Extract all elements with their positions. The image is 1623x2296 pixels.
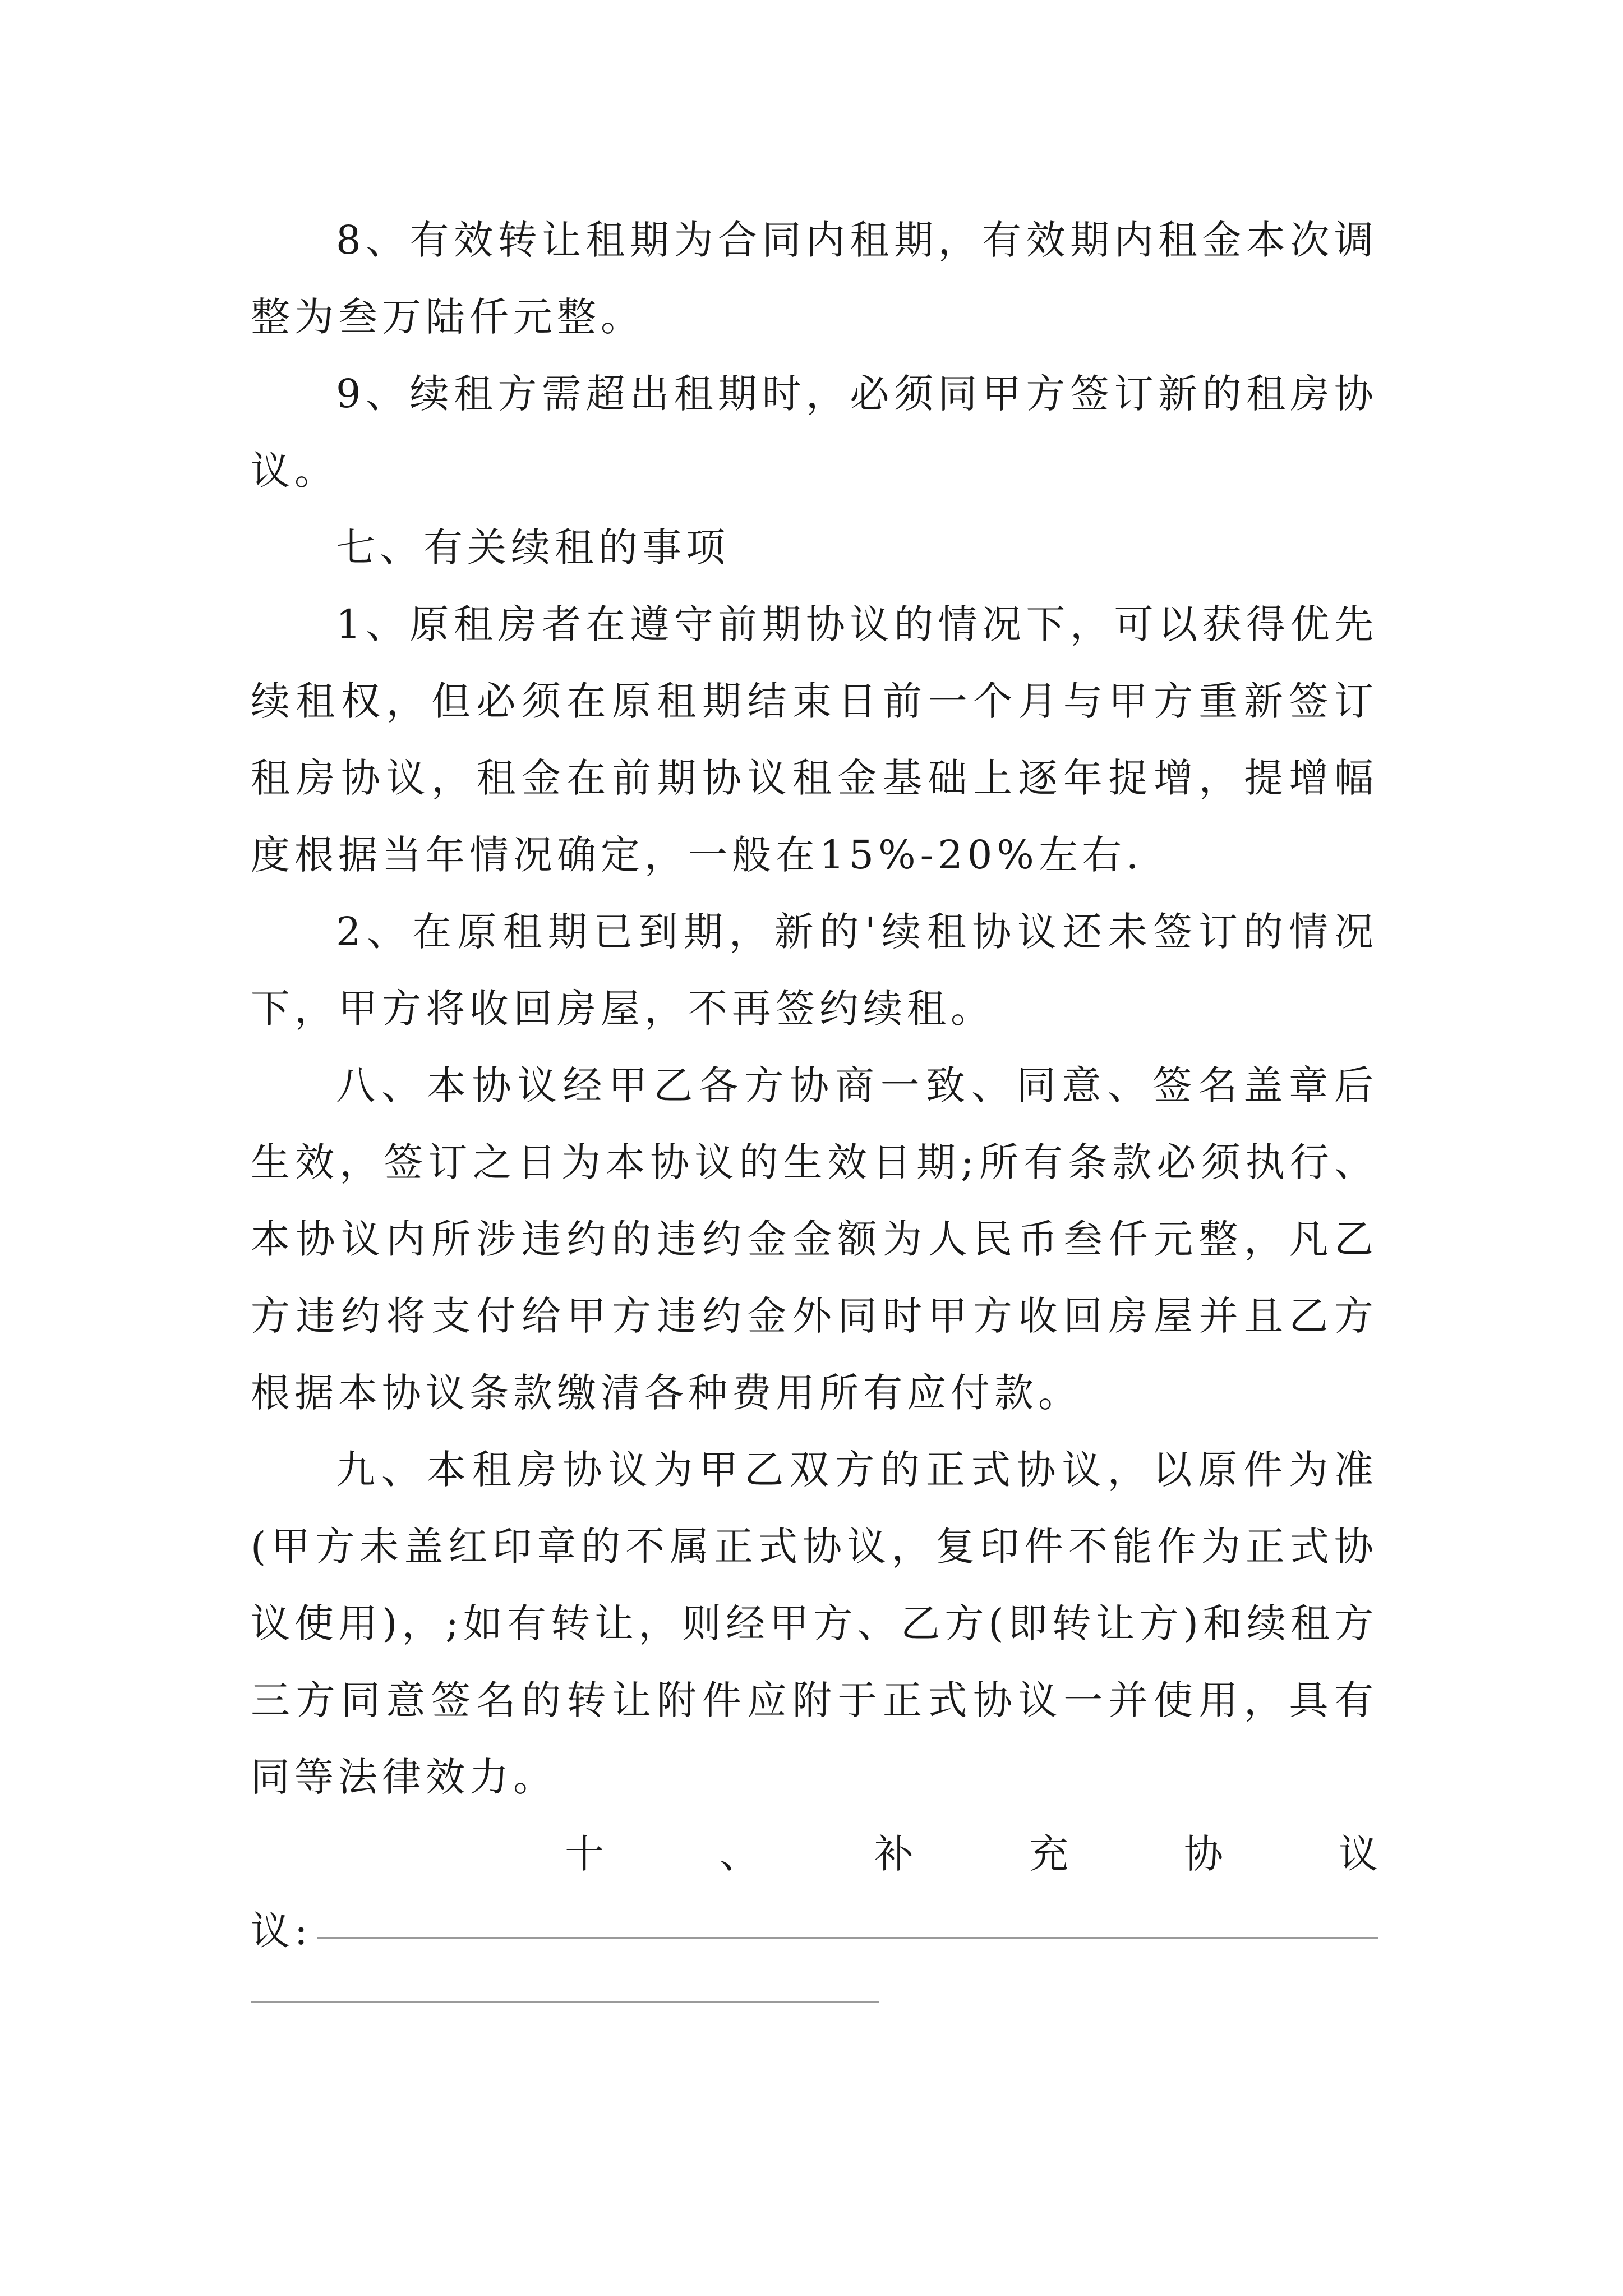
clause-8: 8、有效转让租期为合同内租期，有效期内租金本次调整为叁万陆仟元整。	[251, 217, 1378, 340]
section-nine: 九、本租房协议为甲乙双方的正式协议，以原件为准(甲方未盖红印章的不属正式协议，复印件不能作为正式协议使用)，;如有转让，则经甲方、乙方(即转让方)和续租方三方同意签名的转让附件应附于正式协议一并使用，具有同等法律效力。	[251, 1447, 1378, 1800]
section-heading-renewal: 七、有关续租的事项	[336, 524, 730, 570]
supplement-fill-line	[251, 1893, 1378, 1970]
supplement-heading-char: 充	[1029, 1831, 1068, 1877]
renewal-clause-1: 1、原租房者在遵守前期协议的情况下，可以获得优先续租权，但必须在原租期结束日前一个月与甲方重新签订租房协议，租金在前期协议租金基础上逐年捉增，提增幅度根据当年情况确定，一般在15%-20%左右.	[251, 601, 1378, 878]
supplement-heading-char: 补	[874, 1831, 914, 1877]
supplement-heading-char: 议	[1339, 1831, 1378, 1877]
blank-underline	[317, 1937, 1378, 1939]
supplement-line-label: 议:	[251, 1908, 312, 1954]
clause-9: 9、续租方需超出租期时，必须同甲方签订新的租房协议。	[251, 371, 1378, 494]
renewal-clause-2: 2、在原租期已到期，新的'续租协议还未签订的情况下，甲方将收回房屋，不再签约续租。	[251, 909, 1378, 1032]
blank-underline-short	[251, 2001, 879, 2003]
section-eight: 八、本协议经甲乙各方协商一致、同意、签名盖章后生效，签订之日为本协议的生效日期;所有条款必须执行、本协议内所涉违约的违约金金额为人民币叁仟元整，凡乙方违约将支付给甲方违约金外同时甲方收回房屋并且乙方根据本协议条款缴清各种费用所有应付款。	[251, 1062, 1378, 1416]
supplement-heading	[251, 1816, 1378, 1893]
supplement-heading-char: 、	[720, 1831, 759, 1877]
document-body	[251, 202, 1378, 2003]
supplement-heading-char: 协	[1184, 1831, 1223, 1877]
supplement-heading-char: 十	[565, 1831, 604, 1877]
